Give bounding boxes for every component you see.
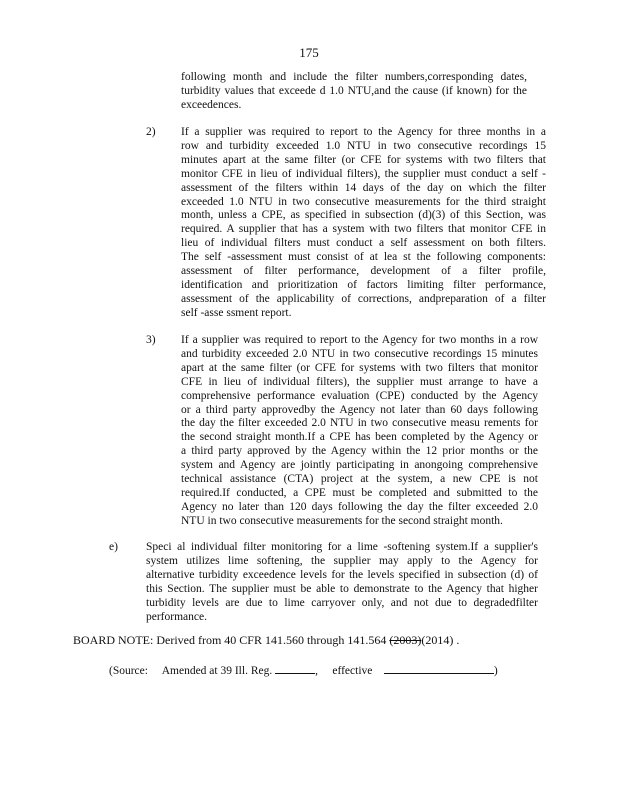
item-2-line: assessment of the filters within 14 days of the day on which the filter xyxy=(181,181,546,194)
intro-line: turbidity values that exceede d 1.0 NTU,and the cause (if known) for the xyxy=(181,84,527,97)
item-e-line: this Section. The supplier must be able to demonstrate to the Agency that higher xyxy=(146,582,538,595)
source-line xyxy=(109,662,509,679)
board-note-new-year: (2014) xyxy=(421,633,454,647)
item-2-label: 2) xyxy=(146,126,156,138)
source-comma: , xyxy=(315,665,318,677)
item-e-line: alternative turbidity exceedence levels for the levels specified in subsection (d) of xyxy=(146,568,538,581)
intro-line: following month and include the filter numbers,corresponding dates, xyxy=(181,71,527,83)
item-e-line: system utilizes lime softening, the supplier may apply to the Agency for xyxy=(146,554,538,567)
item-3-line: comprehensive performance evaluation (CPE) conducted by the Agency xyxy=(181,389,538,402)
item-e-line: Speci al individual filter monitoring for a lime -softening system.If a supplier's xyxy=(146,541,538,553)
item-2-line: The self -assessment must consist of at lea st the following components: xyxy=(181,251,546,264)
intro-line: exceedences. xyxy=(181,98,242,111)
item-3-line: or a third party approvedby the Agency not later than 60 days following xyxy=(181,403,538,416)
board-note-text: BOARD NOTE: Derived from 40 CFR 141.560 through 141.564 xyxy=(73,633,387,647)
item-3-line: If a supplier was required to report to the Agency for two months in a row xyxy=(181,334,538,346)
board-note-struck-year: (2003) xyxy=(389,633,422,647)
board-note xyxy=(73,634,493,648)
item-2-line: If a supplier was required to report to the Agency for three months in a xyxy=(181,126,546,138)
item-3-label: 3) xyxy=(146,334,156,346)
item-3-line: the second straight month.If a CPE has been completed by the Agency or xyxy=(181,431,538,444)
effective-date-blank xyxy=(384,662,494,674)
item-3-line: Agency no later than 120 days following the day the filter exceeded 2.0 xyxy=(181,500,538,513)
item-2-line: month, unless a CPE, as specified in subsection (d)(3) of this Section, was xyxy=(181,209,546,222)
item-3-paragraph xyxy=(181,334,538,529)
item-3-line: the day the filter exceeded 2.0 NTU in two consecutive measu rements for xyxy=(181,417,538,430)
item-3-line: CFE in lieu of individual filters), the supplier must arrange to have a xyxy=(181,375,538,388)
board-note-period: . xyxy=(456,633,460,647)
source-effective: effective xyxy=(332,665,373,677)
item-2-line: minutes apart at the same filter (or CFE for systems with two filters that xyxy=(181,153,546,166)
item-3-line: technical assistance (CTA) project at the system, a new CPE is not xyxy=(181,473,538,486)
item-2-line: self -asse ssment report. xyxy=(181,306,292,319)
item-2-line: identification and prioritization of factors limiting filter performance, xyxy=(181,278,546,291)
item-e-label: e) xyxy=(109,541,118,553)
item-2-line: row and turbidity exceeded 1.0 NTU in two consecutive recordings 15 xyxy=(181,139,546,152)
item-e-line: performance. xyxy=(146,610,207,623)
item-3-line: apart at the same filter (or CFE for systems with two filters that monitor xyxy=(181,361,538,374)
item-e-paragraph xyxy=(146,541,538,624)
page-number: 175 xyxy=(299,45,319,60)
item-3-line: a third party approved by the Agency within the 12 prior months or the xyxy=(181,445,538,458)
item-3-line: system and Agency are jointly participating in anongoing comprehensive xyxy=(181,459,538,472)
item-e-line: turbidity levels are due to lime carryover only, and not due to degradedfilter xyxy=(146,596,538,609)
item-2-line: required. A supplier that has a system with two filters that monitor CFE in xyxy=(181,223,546,236)
item-3-line: required.If conducted, a CPE must be completed and submitted to the xyxy=(181,486,538,499)
item-2-line: exceeded 1.0 NTU in two consecutive measurements for the third straight xyxy=(181,195,546,208)
item-2-line: monitor CFE in lieu of individual filters), the supplier must conduct a self - xyxy=(181,167,546,180)
source-open: (Source: xyxy=(109,665,148,677)
item-2-line: lieu of individual filters must conduct a self assessment on both filters. xyxy=(181,237,546,250)
item-2-paragraph xyxy=(181,126,546,321)
source-amended: Amended at 39 Ill. Reg. xyxy=(161,665,273,677)
register-page-blank xyxy=(275,662,315,674)
item-3-line: NTU in two consecutive measurements for the second straight month. xyxy=(181,514,503,527)
intro-paragraph xyxy=(181,71,527,113)
item-2-line: assessment of filter performance, development of a filter profile, xyxy=(181,265,546,278)
item-3-line: and turbidity exceeded 2.0 NTU in two consecutive recordings 15 minutes xyxy=(181,347,538,360)
source-close: ) xyxy=(493,665,498,677)
item-2-line: assessment of the applicability of corrections, andpreparation of a filter xyxy=(181,292,546,305)
